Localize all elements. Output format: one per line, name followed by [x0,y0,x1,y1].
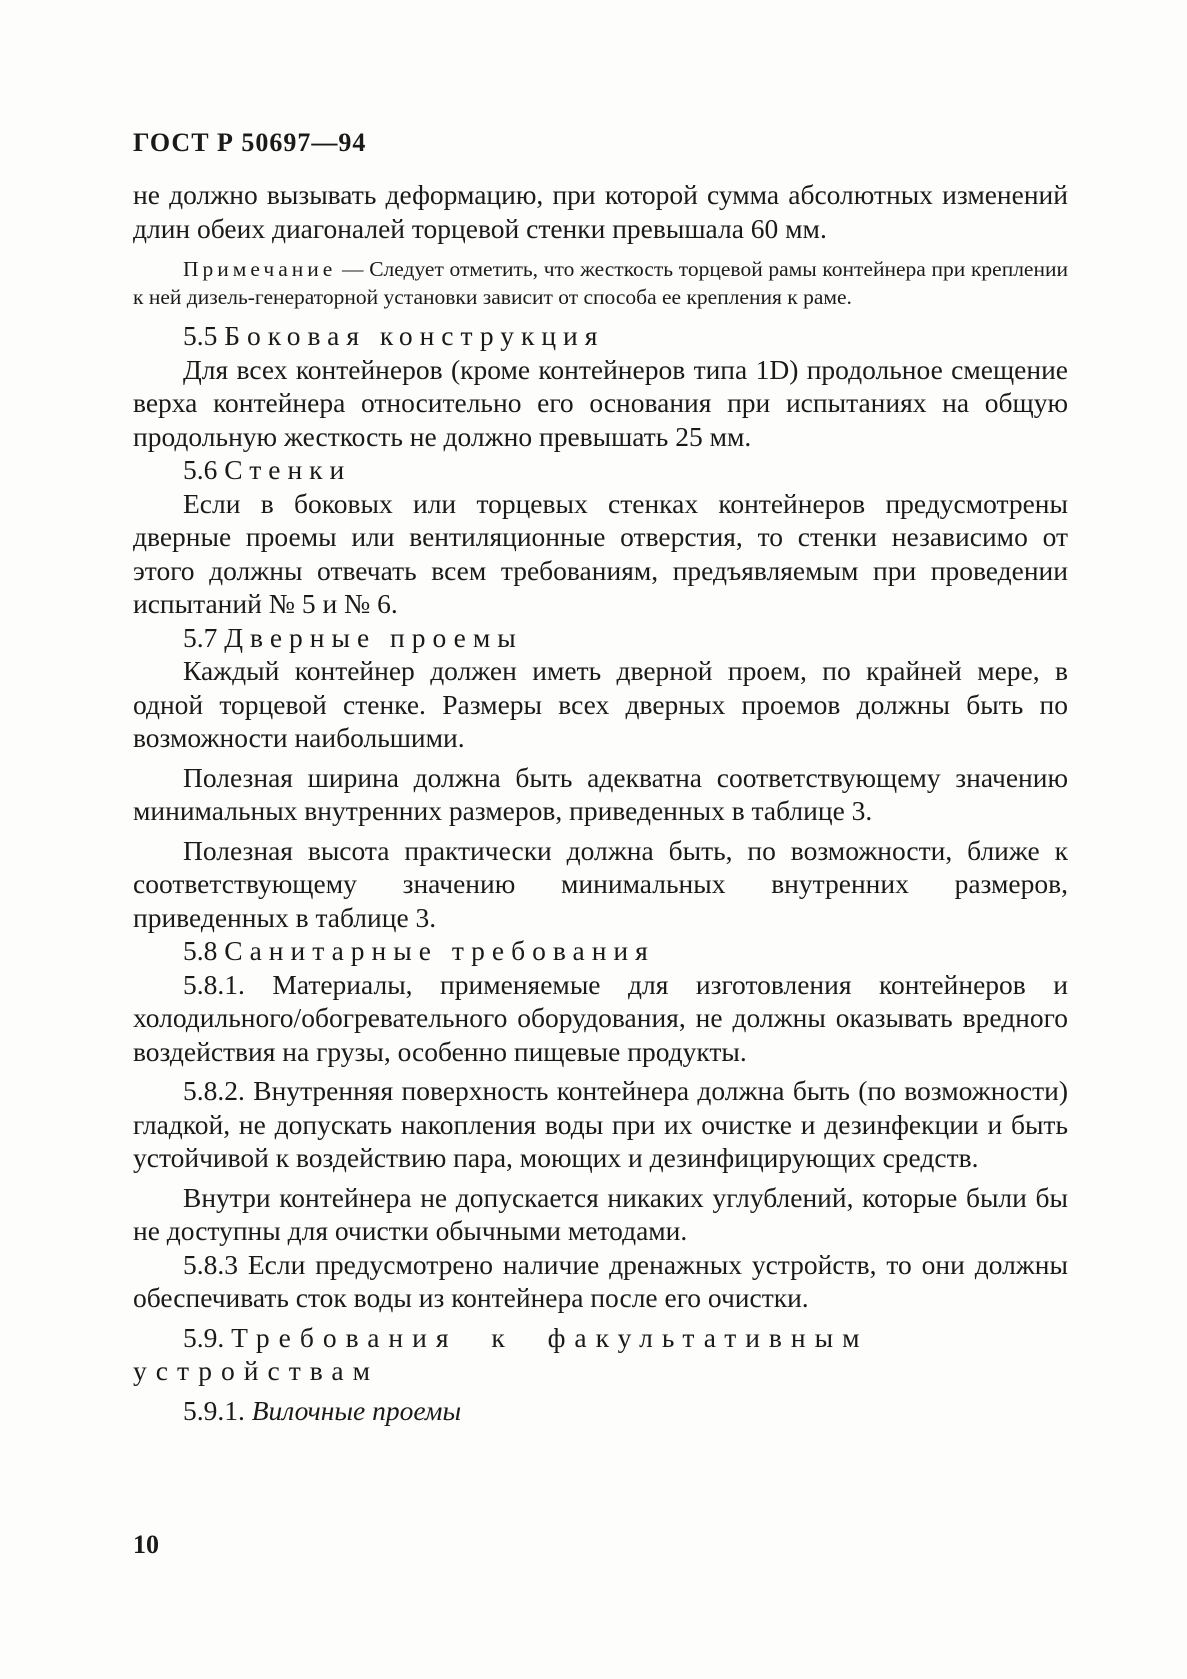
section-text-5-8-1: 5.8.1. Материалы, применяемые для изготовления контейнеров и холодильного/обогревательного оборудования, не должны оказывать вредного воздействия на грузы, особенно пищевые продукты. [133,968,1068,1067]
section-title: Санитарные требования [224,935,655,966]
section-title: Дверные проемы [224,621,523,653]
document-body [133,178,1068,1427]
section-text-5-8-2-b: Внутри контейнера не допускается никаких углублений, которые были бы не доступны для очистки обычными методами. [133,1181,1068,1246]
section-title: Вилочные проемы [251,1394,462,1426]
section-text-5-8-2: 5.8.2. Внутренняя поверхность контейнера должна быть (по возможности) гладкой, не допускать накопления воды при их очистке и дезинфекции и быть устойчивой к воздействию пара, моющих и дезинфицирующих средств. [133,1075,1068,1173]
document-header: ГОСТ Р 50697—94 [133,128,367,157]
section-text-5-7-1: Каждый контейнер должен иметь дверной проем, по крайней мере, в одной торцевой стенке. Размеры всех дверных проемов должны быть по возможности наибольшими. [133,655,1068,753]
section-number: 5.8 [183,935,218,966]
section-number: 5.5 [183,320,218,351]
section-heading-5-9-1 [133,1394,1068,1428]
section-number: 5.9. [183,1321,225,1353]
paragraph-intro: не должно вызывать деформацию, при которой сумма абсолютных изменений длин обеих диагоналей торцевой стенки превышала 60 мм. [133,179,1068,244]
note-paragraph [133,255,1068,311]
section-title: Требования к факультативным устройствам [133,1321,869,1386]
section-text-5-5: Для всех контейнеров (кроме контейнеров типа 1D) продольное смещение верха контейнера относительно его основания при испытаниях на общую продольную жесткость не должно превышать 25 мм. [133,353,1068,452]
section-title: Боковая конструкция [224,320,605,351]
section-heading-5-7 [133,621,1068,655]
section-title: Стенки [224,454,352,485]
section-text-5-7-2: Полезная ширина должна быть адекватна соответствующему значению минимальных внутренних размеров, приведенных в таблице 3. [133,761,1068,826]
section-heading-5-9 [133,1321,1068,1388]
note-label: Примечание [183,257,337,281]
page-number: 10 [133,1530,159,1559]
note-text: — Следует отметить, что жесткость торцевой рамы контейнера при креплении к ней дизель-генераторной установки зависит от способа ее крепления к раме. [133,257,1068,309]
section-heading-5-5 [133,319,1068,353]
section-number: 5.9.1. [183,1394,245,1426]
section-text-5-7-3: Полезная высота практически должна быть, по возможности, ближе к соответствующему значению минимальных внутренних размеров, приведенных в таблице 3. [133,834,1068,933]
section-number: 5.7 [183,621,218,653]
section-text-5-8-3: 5.8.3 Если предусмотрено наличие дренажных устройств, то они должны обеспечивать сток воды из контейнера после его очистки. [133,1248,1068,1313]
section-heading-5-8 [133,934,1068,968]
section-text-5-6: Если в боковых или торцевых стенках контейнеров предусмотрены дверные проемы или вентиляционные отверстия, то стенки независимо от этого должны отвечать всем требованиям, предъявляемым при проведении испытаний № 5 и № 6. [133,487,1068,619]
section-number: 5.6 [183,454,218,485]
section-heading-5-6 [133,453,1068,487]
